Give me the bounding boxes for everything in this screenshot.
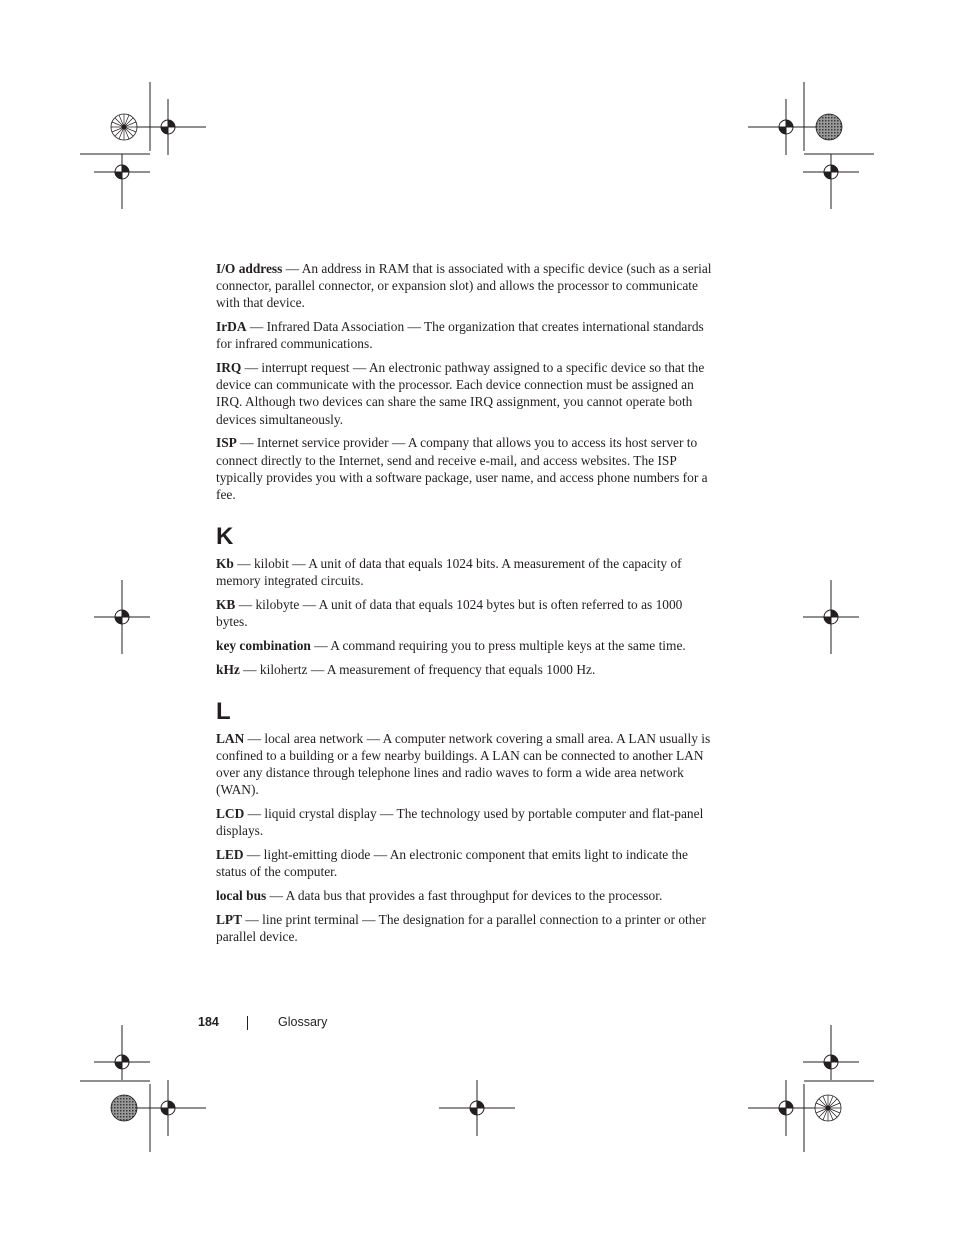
glossary-definition: — Infrared Data Association — The organization that creates international standards for infrared communications. <box>216 319 704 352</box>
crosshair-icon <box>803 1025 859 1080</box>
gray-dot-circle-icon <box>816 114 842 140</box>
glossary-definition: — local area network — A computer network covering a small area. A LAN usually is confined to a building or a few nearby buildings. A LAN can be connected to another LAN over any distance through telephone lines and radio waves to form a wide area network (WAN). <box>216 730 711 798</box>
glossary-definition: — line print terminal — The designation for a parallel connection to a printer or other parallel device. <box>216 911 706 944</box>
glossary-definition: — A data bus that provides a fast throughput for devices to the processor. <box>266 887 663 903</box>
glossary-definition: — light-emitting diode — An electronic component that emits light to indicate the status of the computer. <box>216 847 688 880</box>
crosshair-icon <box>94 1025 150 1080</box>
glossary-entry <box>216 359 716 428</box>
footer-divider <box>247 1016 248 1030</box>
glossary-entry <box>216 434 716 503</box>
glossary-term: I/O address <box>216 261 283 276</box>
glossary-definition: — A command requiring you to press multiple keys at the same time. <box>310 637 686 653</box>
glossary-entry <box>216 637 716 654</box>
glossary-term: ISP <box>216 435 237 451</box>
crosshair-icon <box>803 154 859 209</box>
glossary-term: LED <box>216 847 244 863</box>
glossary-term: Kb <box>216 556 234 572</box>
crosshair-icon <box>748 1080 824 1136</box>
glossary-entry <box>216 911 716 945</box>
glossary-term: LAN <box>216 730 245 746</box>
glossary-definition: — kilobit — A unit of data that equals 1024 bits. A measurement of the capacity of memory integrated circuits. <box>216 556 682 589</box>
glossary-entry <box>216 846 716 880</box>
glossary-term: kHz <box>216 661 240 677</box>
glossary-entry <box>216 887 716 904</box>
glossary-term: IRQ <box>216 360 242 376</box>
starburst-icon <box>815 1095 841 1121</box>
glossary-term: LCD <box>216 806 245 822</box>
glossary-term: key combination <box>216 637 311 653</box>
crosshair-icon <box>803 580 859 654</box>
glossary-entry <box>216 805 716 839</box>
crosshair-icon <box>130 1080 206 1136</box>
section-heading-k: K <box>216 523 234 551</box>
crosshair-icon <box>94 154 150 209</box>
glossary-definition: — liquid crystal display — The technology used by portable computer and flat-panel displays. <box>216 806 704 839</box>
glossary-term: local bus <box>216 887 267 903</box>
glossary-definition: — kilohertz — A measurement of frequency that equals 1000 Hz. <box>239 661 596 677</box>
starburst-icon <box>111 114 137 140</box>
section-heading-l: L <box>216 697 231 725</box>
footer-section-title: Glossary <box>278 1015 328 1029</box>
glossary-entry <box>216 661 716 678</box>
crosshair-icon <box>748 99 824 155</box>
glossary-term: LPT <box>216 911 243 927</box>
gray-dot-circle-icon <box>111 1095 137 1121</box>
glossary-entry <box>216 555 716 589</box>
glossary-entry <box>216 730 716 799</box>
glossary-definition: — kilobyte — A unit of data that equals 1024 bytes but is often referred to as 1000 bytes. <box>216 597 683 630</box>
crosshair-icon <box>130 99 206 155</box>
glossary-content <box>216 260 716 952</box>
glossary-term: IrDA <box>216 319 247 335</box>
glossary-entry <box>216 596 716 630</box>
glossary-definition: — Internet service provider — A company that allows you to access its host server to connect directly to the Internet, send and receive e-mail, and access websites. The ISP typically provides you with a software package, user name, and access phone numbers for a fee. <box>216 435 708 502</box>
crosshair-icon <box>94 580 150 654</box>
glossary-entry <box>216 260 716 312</box>
crosshair-icon <box>439 1080 515 1136</box>
glossary-definition: — An address in RAM that is associated with a specific device (such as a serial connector, parallel connector, or expansion slot) and allows the processor to communicate with that device. <box>216 261 712 311</box>
page-number: 184 <box>198 1015 219 1029</box>
glossary-term: KB <box>216 597 236 613</box>
glossary-definition: — interrupt request — An electronic pathway assigned to a specific device so that the device can communicate with the processor. Each device connection must be assigned an IRQ. Although two devices can share the same IRQ assignment, you cannot operate both devices simultaneously. <box>216 360 705 427</box>
glossary-entry <box>216 318 716 352</box>
